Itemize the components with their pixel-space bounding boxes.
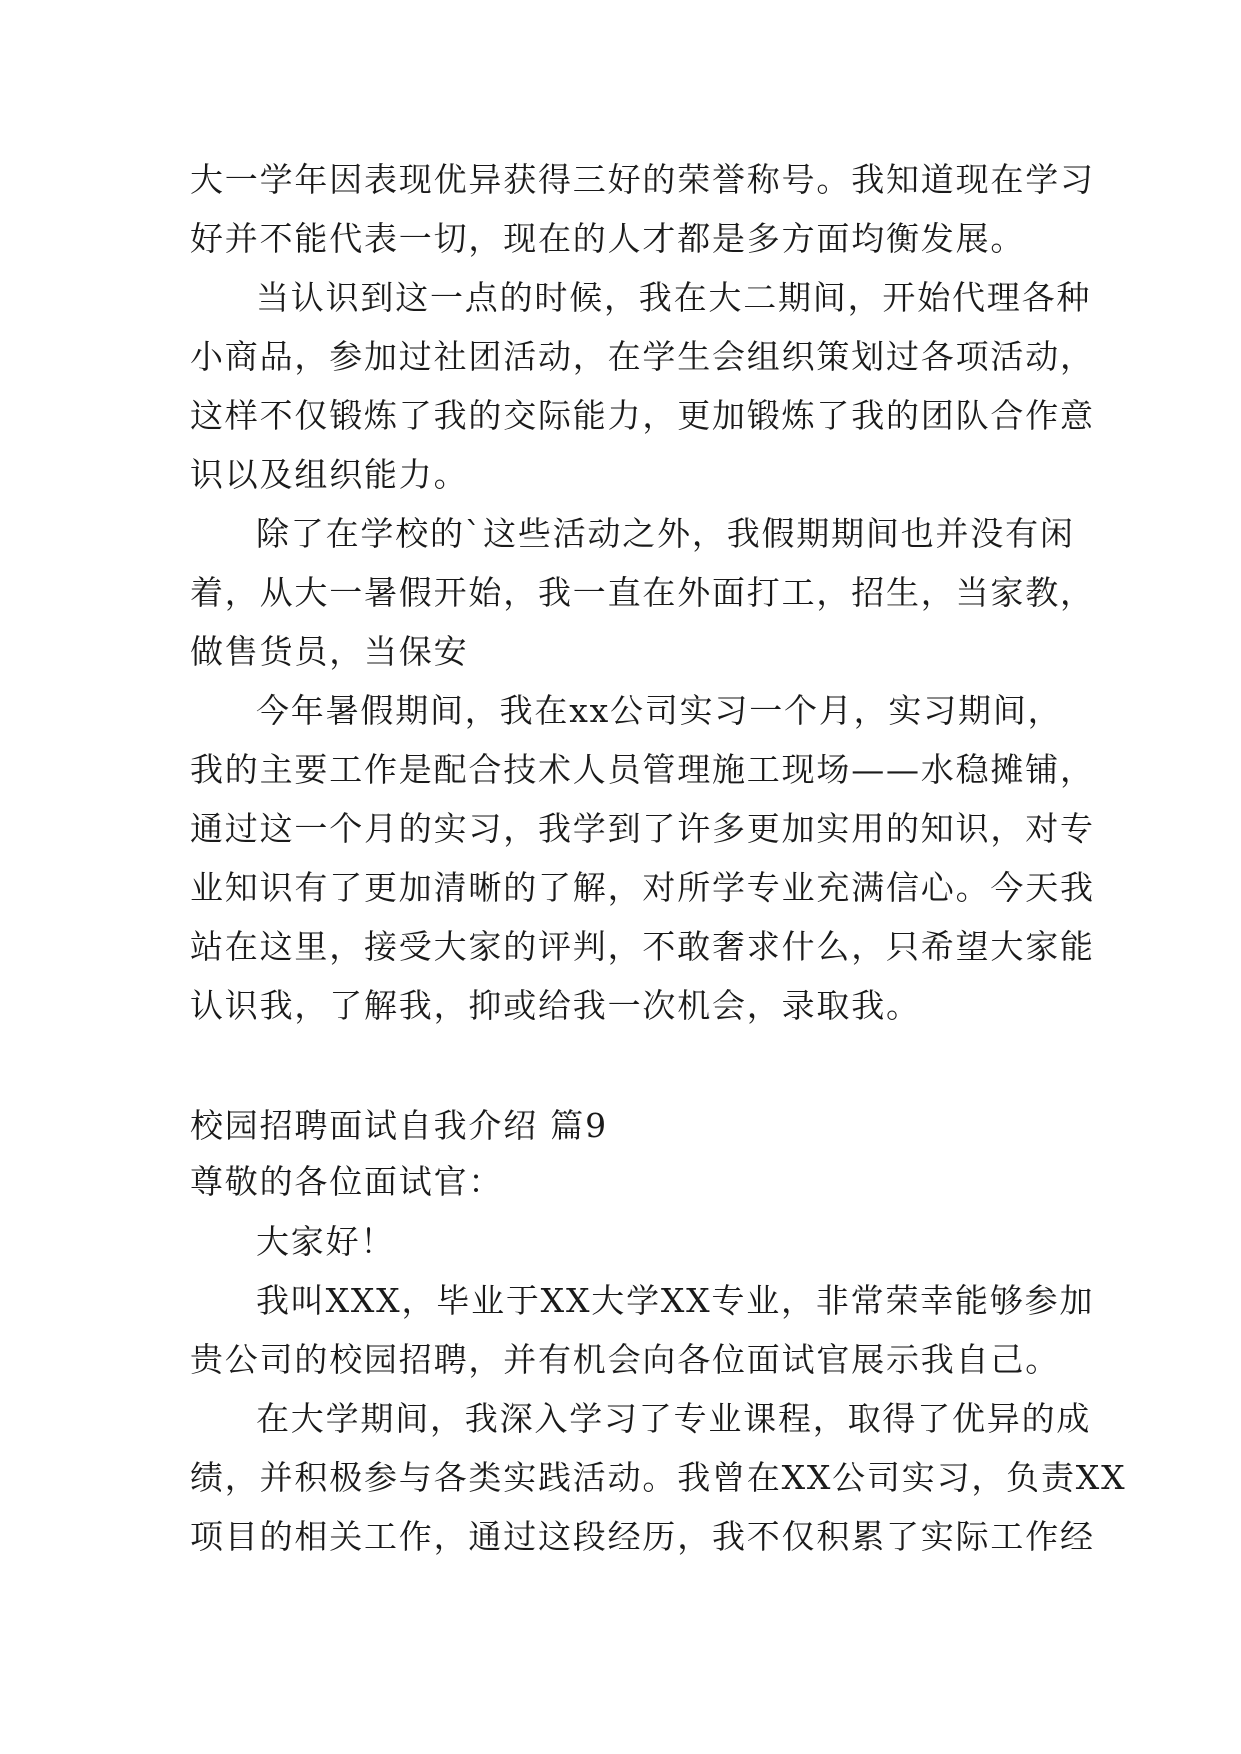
paragraph-line: 做售货员，当保安 (190, 632, 469, 671)
paragraph-line: 着，从大一暑假开始，我一直在外面打工，招生，当家教， (190, 573, 1095, 612)
paragraph-line: 识以及组织能力。 (190, 455, 469, 494)
paragraph-line: 通过这一个月的实习，我学到了许多更加实用的知识，对专 (190, 809, 1095, 848)
paragraph-line: 站在这里，接受大家的评判，不敢奢求什么，只希望大家能 (190, 927, 1095, 966)
salutation: 尊敬的各位面试官： (190, 1162, 504, 1201)
paragraph-line: 好并不能代表一切，现在的人才都是多方面均衡发展。 (190, 219, 1026, 258)
paragraph-line: 绩，并积极参与各类实践活动。我曾在XX公司实习，负责XX (190, 1458, 1127, 1497)
paragraph-line: 当认识到这一点的时候，我在大二期间，开始代理各种 (256, 278, 1092, 317)
paragraph-line: 贵公司的校园招聘，并有机会向各位面试官展示我自己。 (190, 1340, 1060, 1379)
paragraph-line: 大一学年因表现优异获得三好的荣誉称号。我知道现在学习 (190, 160, 1095, 199)
paragraph-line: 认识我，了解我，抑或给我一次机会，录取我。 (190, 986, 921, 1025)
paragraph-line: 小商品，参加过社团活动，在学生会组织策划过各项活动， (190, 337, 1095, 376)
paragraph-line: 项目的相关工作，通过这段经历，我不仅积累了实际工作经 (190, 1517, 1095, 1556)
paragraph-line: 今年暑假期间，我在xx公司实习一个月，实习期间， (256, 691, 1063, 730)
paragraph-line: 在大学期间，我深入学习了专业课程，取得了优异的成 (256, 1399, 1092, 1438)
paragraph-line: 我的主要工作是配合技术人员管理施工现场——水稳摊铺， (190, 750, 1095, 789)
paragraph-line: 这样不仅锻炼了我的交际能力，更加锻炼了我的团队合作意 (190, 396, 1095, 435)
greeting: 大家好！ (256, 1222, 396, 1261)
paragraph-line: 除了在学校的`这些活动之外，我假期期间也并没有闲 (256, 514, 1075, 553)
paragraph-line: 我叫XXX，毕业于XX大学XX专业，非常荣幸能够参加 (256, 1281, 1095, 1320)
section-title: 校园招聘面试自我介绍 篇9 (190, 1106, 608, 1145)
paragraph-line: 业知识有了更加清晰的了解，对所学专业充满信心。今天我 (190, 868, 1095, 907)
